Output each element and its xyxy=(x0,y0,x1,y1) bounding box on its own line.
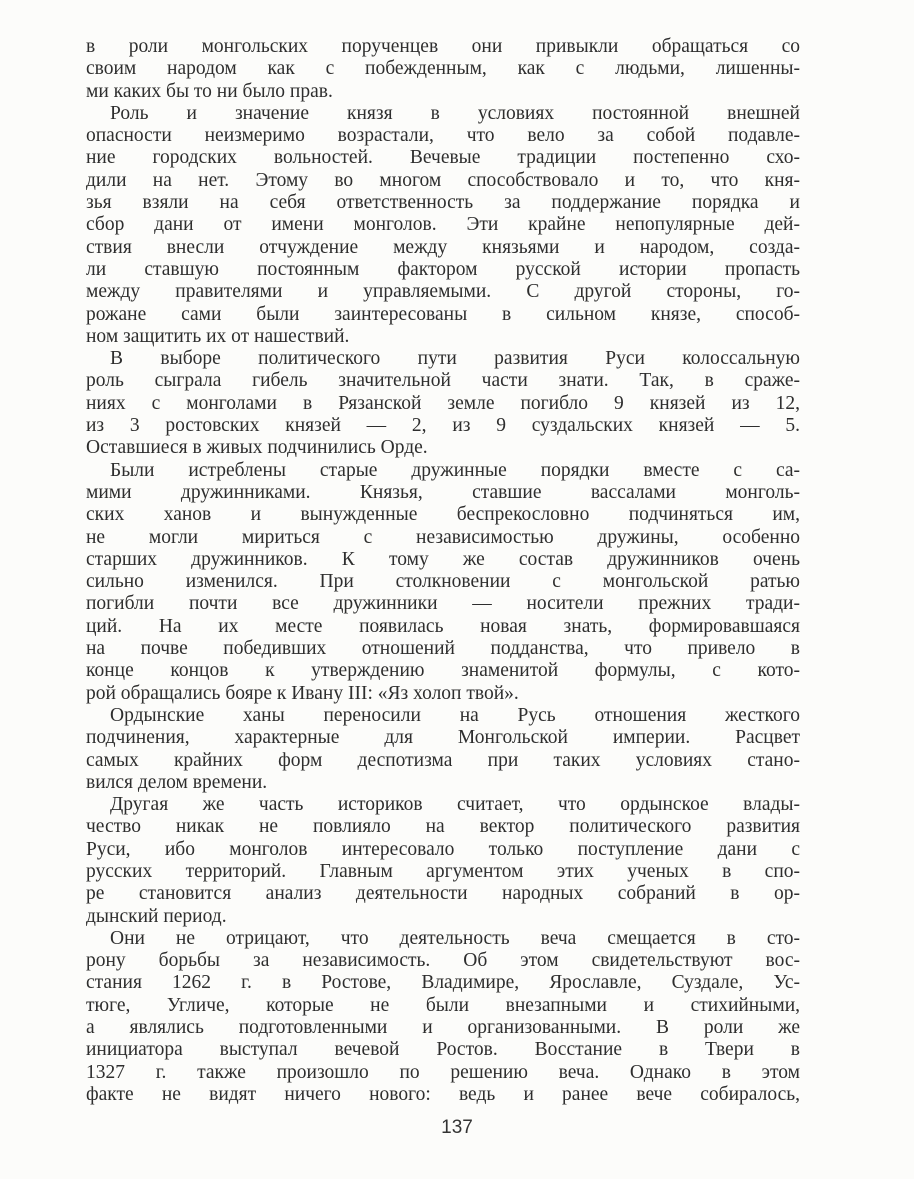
text-line: не могли мириться с независимостью дружины, особенно xyxy=(86,526,800,548)
text-line: ние городских вольностей. Вечевые традиции постепенно схо- xyxy=(86,147,800,169)
paragraph xyxy=(86,794,800,928)
text-line: ли ставшую постоянным фактором русской истории пропасть xyxy=(86,258,800,280)
text-line: дынский период. xyxy=(86,905,227,927)
text-line: ми каких бы то ни было прав. xyxy=(86,80,333,102)
text-line: старших дружинников. К тому же состав дружинников очень xyxy=(86,548,800,570)
text-line: ниях с монголами в Рязанской земле погибло 9 князей из 12, xyxy=(86,392,800,414)
text-line: ций. На их месте появилась новая знать, формировавшаяся xyxy=(86,615,800,637)
paragraph xyxy=(86,103,800,348)
text-line: вился делом времени. xyxy=(86,771,268,793)
text-line: инициатора выступал вечевой Ростов. Восстание в Твери в xyxy=(86,1039,800,1061)
text-line: из 3 ростовских князей — 2, из 9 суздальских князей — 5. xyxy=(86,415,800,437)
text-line: Они не отрицают, что деятельность веча смещается в сто- xyxy=(110,927,800,949)
text-line: стания 1262 г. в Ростове, Владимире, Ярославле, Суздале, Ус- xyxy=(86,972,800,994)
text-line: В выборе политического пути развития Руси колоссальную xyxy=(110,348,800,370)
text-line: ствия внесли отчуждение между князьями и народом, созда- xyxy=(86,236,800,258)
text-line: Руси, ибо монголов интересовало только поступление дани с xyxy=(86,838,800,860)
text-line: в роли монгольских порученцев они привыкли обращаться со xyxy=(86,36,800,57)
text-line: рожане сами были заинтересованы в сильном князе, способ- xyxy=(86,303,800,325)
text-line: рой обращались бояре к Ивану III: «Яз холоп твой». xyxy=(86,682,519,704)
page-number: 137 xyxy=(441,1117,473,1138)
text-line: сбор дани от имени монголов. Эти крайне непопулярные дей- xyxy=(86,214,800,236)
paragraph xyxy=(86,928,800,1106)
text-line: Оставшиеся в живых подчинились Орде. xyxy=(86,437,428,459)
paragraph xyxy=(86,348,800,459)
text-line: чество никак не повлияло на вектор политического развития xyxy=(86,816,800,838)
text-line: а являлись подготовленными и организованными. В роли же xyxy=(86,1017,800,1039)
text-line: сильно изменился. При столкновении с монгольской ратью xyxy=(86,571,800,593)
text-line: роль сыграла гибель значительной части знати. Так, в сраже- xyxy=(86,370,800,392)
text-line: своим народом как с побежденным, как с людьми, лишенны- xyxy=(86,58,800,80)
paragraph xyxy=(86,460,800,705)
body-text xyxy=(86,36,800,1106)
text-line: мими дружинниками. Князья, ставшие вассалами монголь- xyxy=(86,481,800,503)
text-line: дили на нет. Этому во многом способствовало и то, что кня- xyxy=(86,169,800,191)
text-line: тюге, Угличе, которые не были внезапными и стихийными, xyxy=(86,994,800,1016)
text-line: Роль и значение князя в условиях постоянной внешней xyxy=(110,102,800,124)
text-line: самых крайних форм деспотизма при таких условиях стано- xyxy=(86,749,800,771)
text-line: 1327 г. также произошло по решению веча. Однако в этом xyxy=(86,1061,800,1083)
text-line: факте не видят ничего нового: ведь и ранее вече собиралось, xyxy=(86,1083,800,1105)
text-line: Были истреблены старые дружинные порядки вместе с са- xyxy=(110,459,800,481)
text-line: на почве победивших отношений подданства, что привело в xyxy=(86,638,800,660)
text-line: погибли почти все дружинники — носители прежних тради- xyxy=(86,593,800,615)
paragraph xyxy=(86,705,800,794)
text-line: опасности неизмеримо возрастали, что вело за собой подавле- xyxy=(86,125,800,147)
text-line: русских территорий. Главным аргументом этих ученых в спо- xyxy=(86,860,800,882)
text-line: зья взяли на себя ответственность за поддержание порядка и xyxy=(86,192,800,214)
text-line: ном защитить их от нашествий. xyxy=(86,325,350,347)
text-line: Другая же часть историков считает, что ордынское влады- xyxy=(110,794,800,816)
text-line: рону борьбы за независимость. Об этом свидетельствуют вос- xyxy=(86,950,800,972)
text-line: конце концов к утверждению знаменитой формулы, с кото- xyxy=(86,660,800,682)
text-line: ре становится анализ деятельности народных собраний в ор- xyxy=(86,883,800,905)
text-line: между правителями и управляемыми. С другой стороны, го- xyxy=(86,281,800,303)
text-line: подчинения, характерные для Монгольской империи. Расцвет xyxy=(86,727,800,749)
paragraph xyxy=(86,36,800,103)
text-line: ских ханов и вынужденные беспрекословно подчиняться им, xyxy=(86,504,800,526)
text-line: Ордынские ханы переносили на Русь отношения жесткого xyxy=(110,704,800,726)
